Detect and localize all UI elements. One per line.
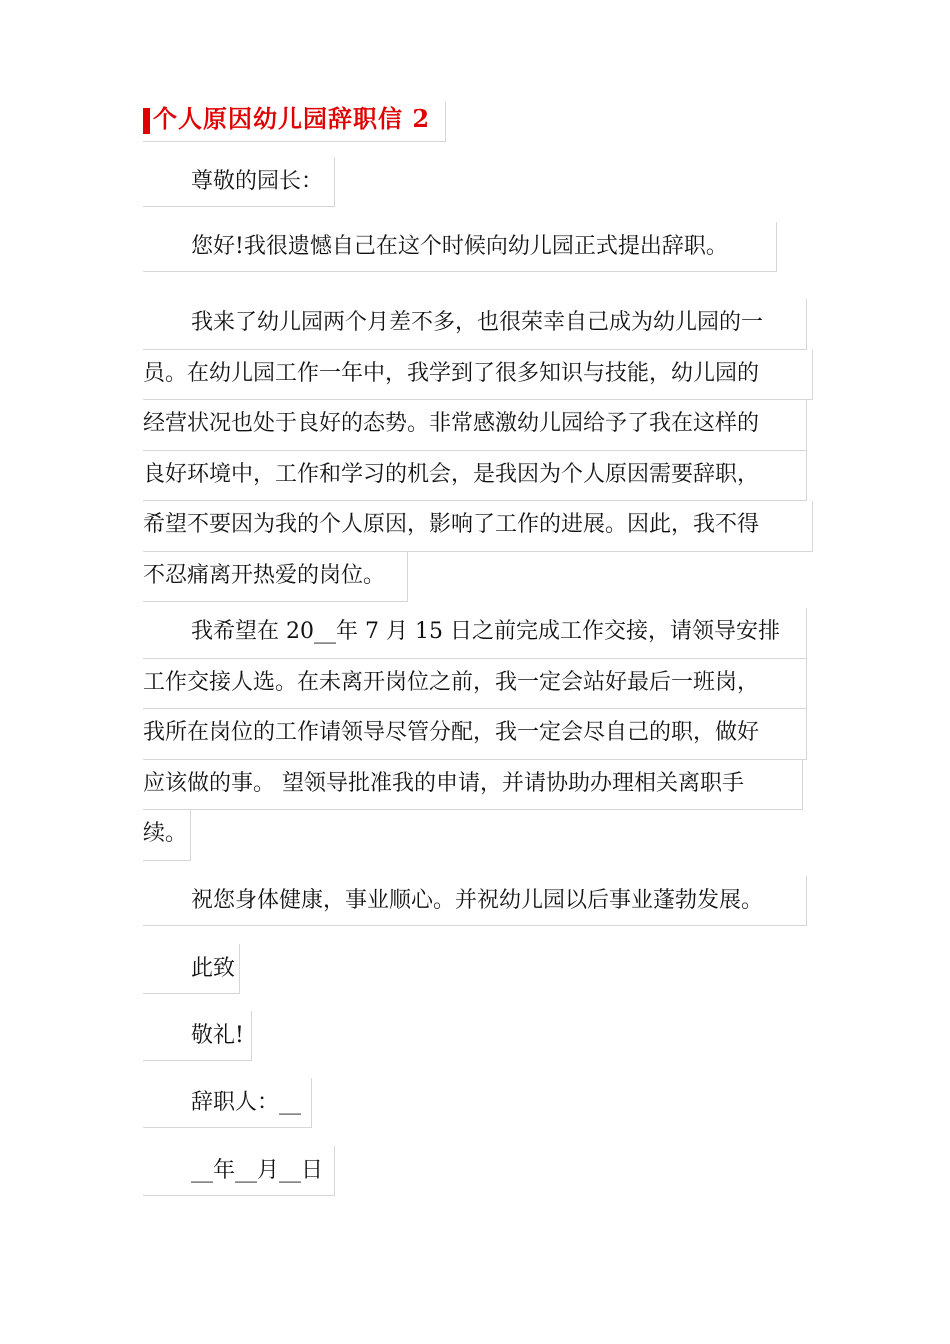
greeting-block	[143, 222, 777, 272]
paragraph-line: 应该做的事。 望领导批准我的申请，并请协助办理相关离职手	[143, 760, 803, 811]
paragraph-line: 良好环境中，工作和学习的机会，是我因为个人原因需要辞职，	[143, 451, 807, 502]
paragraph-line: 我所在岗位的工作请领导尽管分配，我一定会尽自己的职，做好	[143, 709, 807, 760]
paragraph-line: 经营状况也处于良好的态势。非常感激幼儿园给予了我在这样的	[143, 400, 807, 451]
date-block	[143, 1146, 335, 1196]
wishes-block	[143, 876, 807, 926]
closing-2-block	[143, 1011, 252, 1061]
signer-line: 辞职人：__	[143, 1078, 312, 1128]
paragraph-line: 工作交接人选。在未离开岗位之前，我一定会站好最后一班岗，	[143, 659, 807, 710]
paragraph-line: 续。	[143, 810, 191, 861]
closing-1-block	[143, 944, 240, 994]
salutation-block	[143, 157, 335, 207]
salutation: 尊敬的园长：	[143, 157, 335, 207]
document-title: 个人原因幼儿园辞职信 2	[153, 104, 431, 133]
wishes: 祝您身体健康，事业顺心。并祝幼儿园以后事业蓬勃发展。	[143, 876, 807, 926]
date-line: __年__月__日	[143, 1146, 335, 1196]
title-marker	[143, 108, 150, 134]
paragraph-line: 不忍痛离开热爱的岗位。	[143, 552, 408, 603]
paragraph-line: 希望不要因为我的个人原因，影响了工作的进展。因此，我不得	[143, 501, 813, 552]
paragraph-line: 我希望在 20__年 7 月 15 日之前完成工作交接，请领导安排	[143, 608, 807, 659]
closing-ci-zhi: 此致	[143, 944, 240, 994]
document-title-block	[143, 102, 446, 142]
signer-block	[143, 1078, 312, 1128]
paragraph-2	[143, 608, 807, 861]
paragraph-1	[143, 299, 813, 602]
closing-jing-li: 敬礼!	[143, 1011, 252, 1061]
greeting: 您好!我很遗憾自己在这个时候向幼儿园正式提出辞职。	[143, 222, 777, 272]
paragraph-line: 员。在幼儿园工作一年中，我学到了很多知识与技能，幼儿园的	[143, 350, 813, 401]
paragraph-line: 我来了幼儿园两个月差不多，也很荣幸自己成为幼儿园的一	[143, 299, 807, 350]
